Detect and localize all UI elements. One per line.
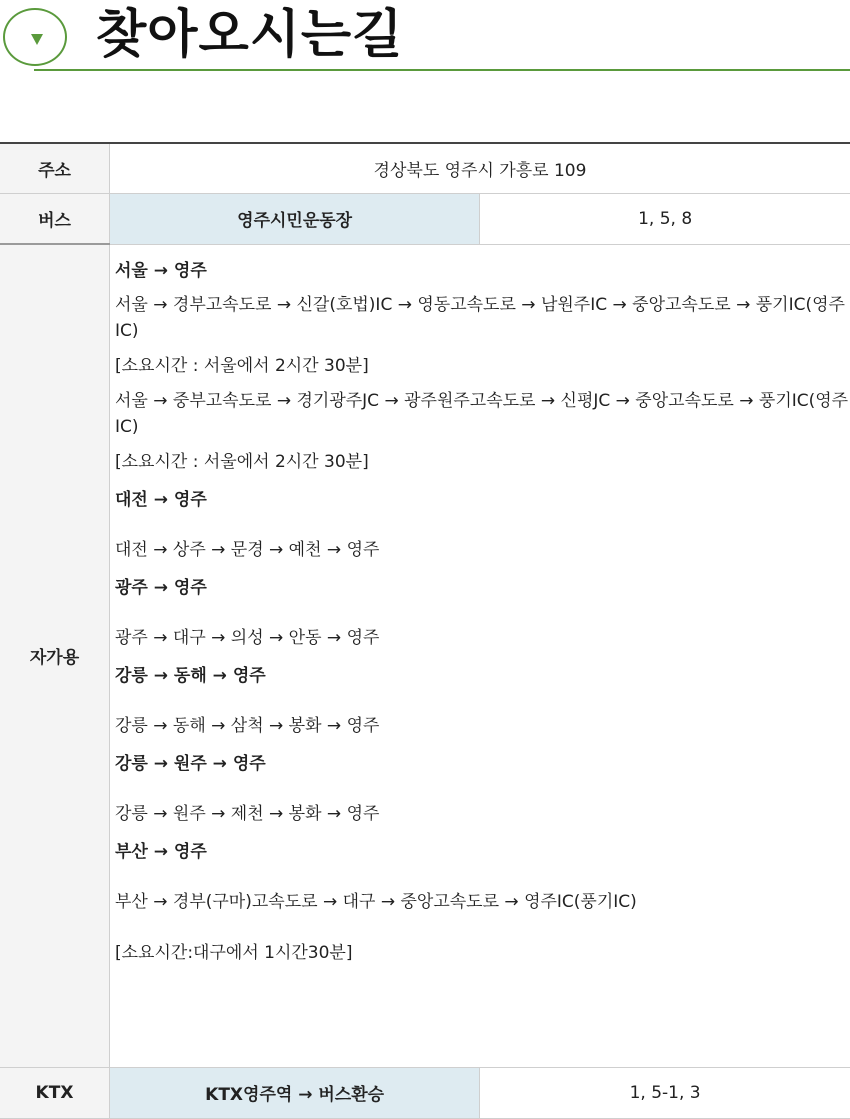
route-title: 광주 → 영주 <box>115 575 850 601</box>
bus-stop: 영주시민운동장 <box>110 194 480 245</box>
bus-routes: 1, 5, 8 <box>480 194 850 245</box>
route-title: 강릉 → 동해 → 영주 <box>115 663 850 689</box>
table-row-ktx <box>0 1067 850 1118</box>
route-title: 부산 → 영주 <box>115 839 850 865</box>
route-path: 강릉 → 동해 → 삼척 → 봉화 → 영주 <box>115 713 850 739</box>
car-routes <box>110 244 850 1067</box>
address-value: 경상북도 영주시 가흥로 109 <box>110 143 850 194</box>
route-busan <box>115 839 850 966</box>
route-title: 서울 → 영주 <box>115 258 850 284</box>
route-title: 강릉 → 원주 → 영주 <box>115 751 850 777</box>
route-gangneung-donghae <box>115 663 850 739</box>
address-label: 주소 <box>0 143 110 194</box>
route-path: 서울 → 중부고속도로 → 경기광주JC → 광주원주고속도로 → 신평JC → 중앙고속도로 → 풍기IC(영주IC) <box>115 388 850 440</box>
triangle-down-icon <box>31 34 43 45</box>
table-row-car <box>0 244 850 1067</box>
section-marker <box>3 8 67 66</box>
route-path: 서울 → 경부고속도로 → 신갈(호법)IC → 영동고속도로 → 남원주IC → 중앙고속도로 → 풍기IC(영주IC) <box>115 292 850 344</box>
route-path: 강릉 → 원주 → 제천 → 봉화 → 영주 <box>115 801 850 827</box>
travel-time: [소요시간 : 서울에서 2시간 30분] <box>115 449 850 475</box>
travel-time: [소요시간:대구에서 1시간30분] <box>115 940 850 966</box>
route-gangneung-wonju <box>115 751 850 827</box>
header-divider <box>34 69 850 71</box>
route-path: 광주 → 대구 → 의성 → 안동 → 영주 <box>115 625 850 651</box>
route-path: 부산 → 경부(구마)고속도로 → 대구 → 중앙고속도로 → 영주IC(풍기IC) <box>115 889 850 915</box>
table-row-address <box>0 143 850 194</box>
route-title: 대전 → 영주 <box>115 487 850 513</box>
page-header <box>0 0 850 72</box>
ktx-routes: 1, 5-1, 3 <box>480 1067 850 1118</box>
route-daejeon <box>115 487 850 563</box>
page-title: 찾아오시는길 <box>96 2 403 68</box>
route-seoul <box>115 258 850 475</box>
bus-label: 버스 <box>0 194 110 245</box>
travel-time: [소요시간 : 서울에서 2시간 30분] <box>115 353 850 379</box>
ktx-label: KTX <box>0 1067 110 1118</box>
directions-table <box>0 142 850 1119</box>
table-row-bus <box>0 194 850 245</box>
ktx-stop: KTX영주역 → 버스환승 <box>110 1067 480 1118</box>
car-label: 자가용 <box>0 244 110 1067</box>
route-gwangju <box>115 575 850 651</box>
route-path: 대전 → 상주 → 문경 → 예천 → 영주 <box>115 537 850 563</box>
